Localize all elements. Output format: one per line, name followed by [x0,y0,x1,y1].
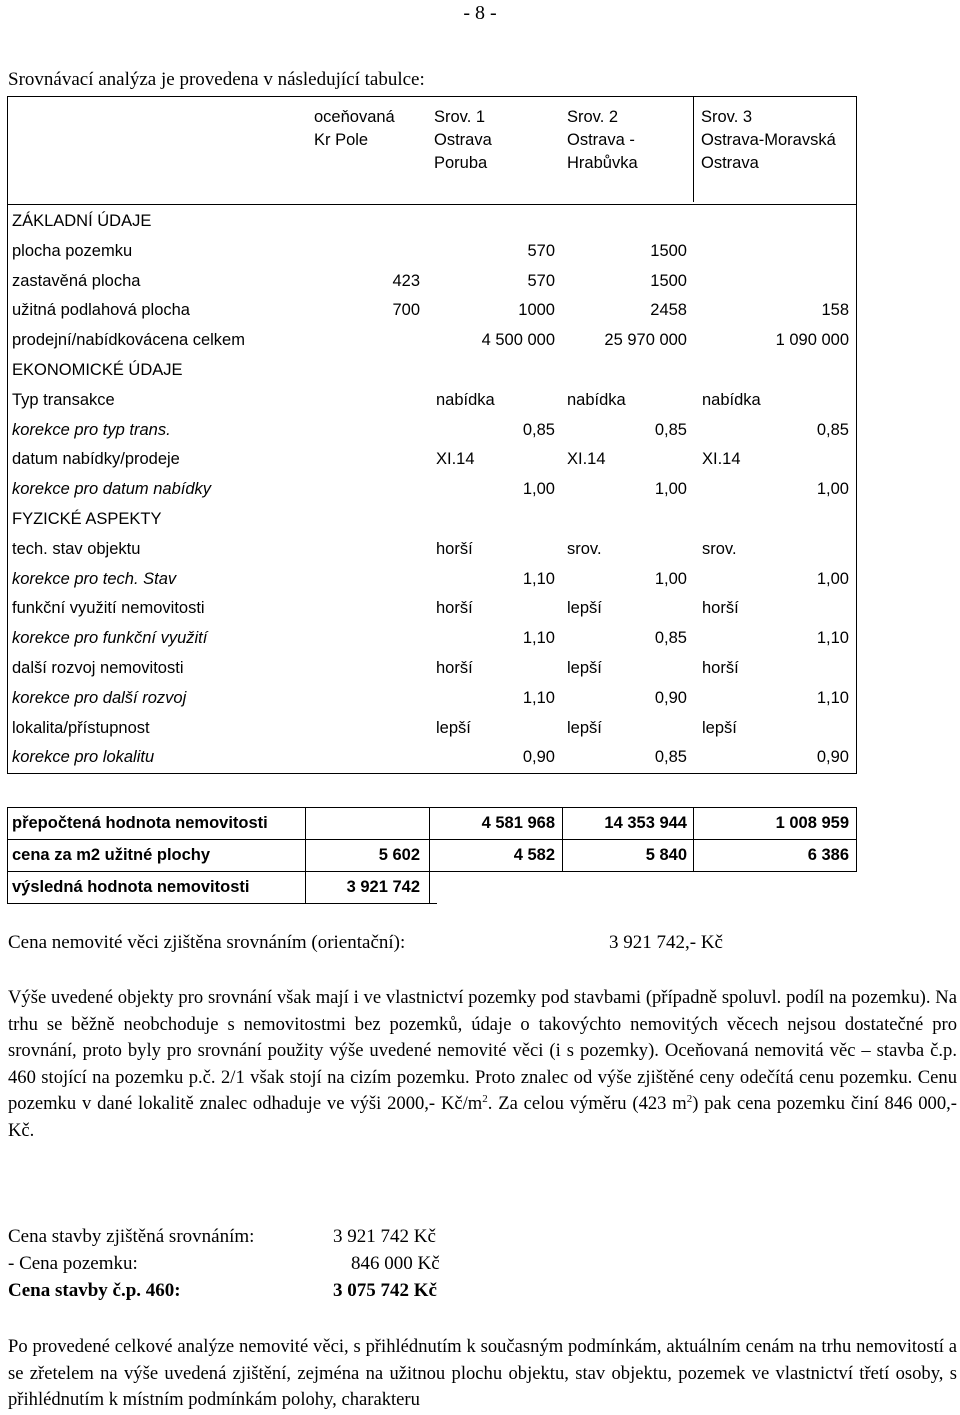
table-cell: 25 970 000 [604,331,687,349]
column-header-subject: oceňovaná Kr Pole [314,108,395,149]
table-cell: srov. [702,540,737,558]
row-label: plocha pozemku [12,242,133,260]
table-row [0,476,960,506]
explanation-paragraph: Výše uvedené objekty pro srovnání však mají i ve vlastnictví pozemky pod stavbami (případně spoluvl. podíl na pozemku). Na trhu se běžně neobchoduje s nemovitostmi bez pozemků, údaje o takovýchto nemovitých věcech nejsou dostatečné pro srovnání, proto byly pro srovnání použity výše uvedené nemovité věci (i s pozemky). Oceňovaná nemovitá věc – stavba č.p. 460 stojící na pozemku p.č. 2/1 však stojí na cizím pozemku. Proto znalec od výše zjištěné ceny odečítá cenu pozemku. Cenu pozemku v dané lokalitě znalec odhaduje ve výši 2000,- $Kč/m^2$. Za celou výměru (423 $m^2$) pak cena pozemku činí 846 000,- Kč. [8,987,957,1141]
table-cell: 0,90 [522,748,555,766]
table-row [0,566,960,596]
table-cell: 0,85 [654,748,687,766]
summary-row [0,840,960,872]
table-cell: 0,85 [816,421,849,439]
summary-row [0,872,960,904]
intro-text: Srovnávací analýza je provedena v následující tabulce: [8,69,425,90]
row-label: datum nabídky/prodeje [12,450,180,468]
table-cell: nabídka [436,391,495,409]
row-label: prodejní/nabídkovácena celkem [12,331,245,349]
section-header-row [0,506,960,536]
section-header-row [0,357,960,387]
table-row [0,268,960,298]
table-row [0,685,960,715]
summary-cell: 5 840 [645,846,687,864]
row-label: tech. stav objektu [12,540,141,558]
table-cell: lepší [702,719,737,737]
section-title: EKONOMICKÉ ÚDAJE [12,361,183,379]
table-cell: 1,10 [522,689,555,707]
table-cell: 0,85 [654,629,687,647]
table-cell: XI.14 [567,450,606,468]
table-cell: lepší [567,659,602,677]
table-cell: lepší [567,719,602,737]
final-value-land: 846 000 Kč [351,1253,440,1274]
table-cell: horší [702,599,739,617]
table-cell: 1,00 [654,480,687,498]
row-label: korekce pro datum nabídky [12,480,212,498]
table-row [0,625,960,655]
row-label: korekce pro funkční využití [12,629,208,647]
table-cell: 1500 [650,272,687,290]
table-row [0,417,960,447]
table-cell: horší [436,540,473,558]
column-header-comp2: Srov. 2 Ostrava - Hrabůvka [567,108,638,172]
row-label: lokalita/přístupnost [12,719,150,737]
row-label: korekce pro typ trans. [12,421,171,439]
table-cell: 700 [392,301,420,319]
result-value: 3 921 742,- Kč [609,932,723,953]
table-cell: 570 [527,242,555,260]
table-row [0,297,960,327]
table-cell: nabídka [567,391,626,409]
table-cell: srov. [567,540,602,558]
table-cell: lepší [567,599,602,617]
table-cell: 1500 [650,242,687,260]
table-cell: 1,00 [522,480,555,498]
table-row [0,446,960,476]
final-label-land: - Cena pozemku: [8,1253,138,1274]
row-label: Typ transakce [12,391,115,409]
table-cell: 423 [392,272,420,290]
table-row [0,655,960,685]
summary-cell: 14 353 944 [604,814,687,832]
table-cell: 0,90 [816,748,849,766]
summary-cell: 5 602 [378,846,420,864]
final-label-building: Cena stavby č.p. 460: [8,1280,181,1301]
table-cell: 1,00 [816,480,849,498]
table-cell: 158 [821,301,849,319]
table-cell: XI.14 [436,450,475,468]
summary-cell: 3 921 742 [346,878,420,896]
summary-label: přepočtená hodnota nemovitosti [12,814,268,832]
table-row [0,327,960,357]
row-label: další rozvoj nemovitosti [12,659,184,677]
final-value-building: 3 075 742 Kč [333,1280,437,1301]
table-cell: horší [702,659,739,677]
page-number: - 8 - [463,2,497,24]
summary-cell: 4 581 968 [481,814,555,832]
table-cell: horší [436,659,473,677]
table-cell: 1,00 [816,570,849,588]
table-cell: 1,00 [654,570,687,588]
summary-cell: 4 582 [513,846,555,864]
section-title: FYZICKÉ ASPEKTY [12,510,162,528]
table-cell: XI.14 [702,450,741,468]
table-row [0,715,960,745]
summary-row [0,808,960,840]
summary-label: cena za m2 užitné plochy [12,846,211,864]
section-title: ZÁKLADNÍ ÚDAJE [12,212,152,230]
column-header-comp3: Srov. 3 Ostrava-Moravská Ostrava [701,108,836,172]
final-label-comparison: Cena stavby zjištěná srovnáním: [8,1226,255,1247]
table-row [0,238,960,268]
table-cell: nabídka [702,391,761,409]
table-cell: 1,10 [522,570,555,588]
table-cell: 4 500 000 [481,331,555,349]
conclusion-paragraph: Po provedené celkové analýze nemovité věci, s přihlédnutím k současným podmínkám, aktuálním cenám na trhu nemovitostí a se zřetelem na výše uvedená zjištění, zejména na užitnou plochu objektu, stav objektu, pozemek ve vlastnictví třetí osoby, s přihlédnutím k místním podmínkám polohy, charakteru [8,1336,957,1410]
table-cell: 1,10 [816,629,849,647]
row-label: užitná podlahová plocha [12,301,190,319]
table-cell: 1,10 [522,629,555,647]
table-row [0,595,960,625]
row-label: zastavěná plocha [12,272,141,290]
row-label: korekce pro další rozvoj [12,689,187,707]
table-cell: 2458 [650,301,687,319]
column-header-comp1: Srov. 1 Ostrava Poruba [434,108,492,172]
table-cell: 1 090 000 [775,331,849,349]
table-cell: 570 [527,272,555,290]
result-label: Cena nemovité věci zjištěna srovnáním (orientační): [8,932,406,953]
row-label: korekce pro lokalitu [12,748,155,766]
table-row [0,744,960,774]
table-cell: 0,90 [654,689,687,707]
table-row [0,536,960,566]
table-cell: lepší [436,719,471,737]
summary-cell: 6 386 [807,846,849,864]
row-label: funkční využití nemovitosti [12,599,205,617]
table-row [0,387,960,417]
summary-cell: 1 008 959 [775,814,849,832]
table-cell: 1000 [518,301,555,319]
table-cell: 1,10 [816,689,849,707]
row-label: korekce pro tech. Stav [12,570,177,588]
table-cell: 0,85 [654,421,687,439]
final-value-comparison: 3 921 742 Kč [333,1226,436,1247]
section-header-row [0,208,960,238]
table-cell: 0,85 [522,421,555,439]
summary-label: výsledná hodnota nemovitosti [12,878,250,896]
table-cell: horší [436,599,473,617]
